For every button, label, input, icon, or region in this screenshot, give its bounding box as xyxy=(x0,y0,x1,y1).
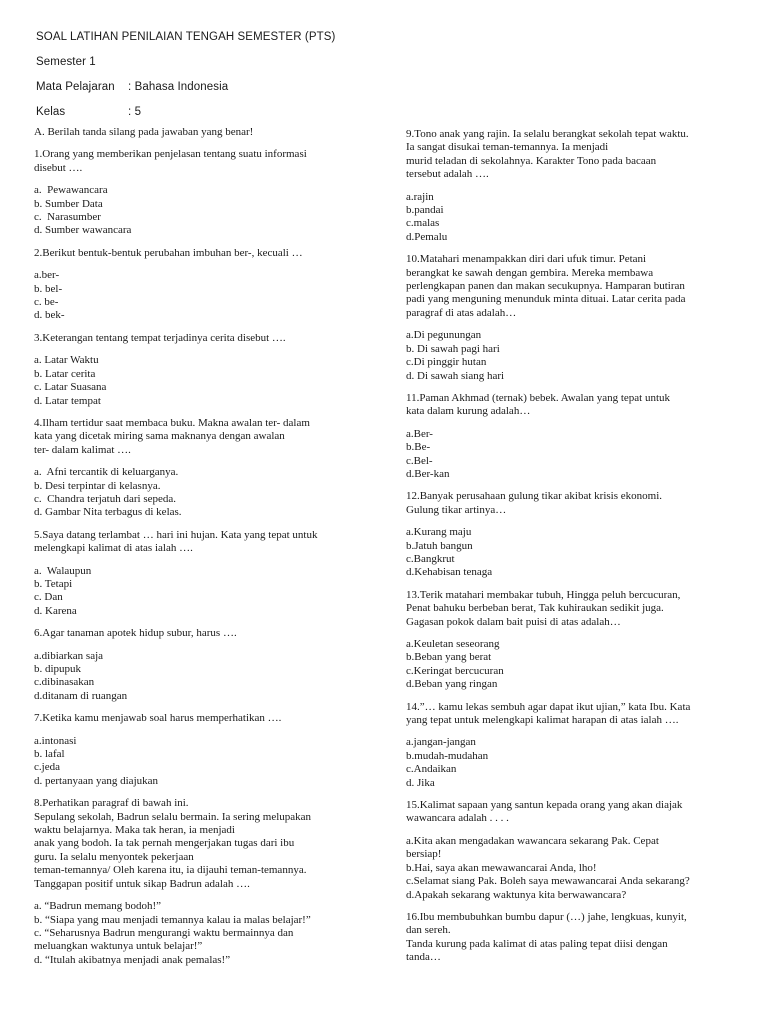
question-13 xyxy=(406,589,746,629)
answer-option[interactable]: c.malas xyxy=(406,217,440,230)
question-text-line: kata yang dicetak miring sama maknanya dengan awalan xyxy=(34,430,285,443)
answer-option[interactable]: d. pertanyaan yang diajukan xyxy=(34,774,159,787)
answer-options xyxy=(34,650,364,704)
question-text-line: 4.Ilham tertidur saat membaca buku. Makna awalan ter- dalam xyxy=(34,416,310,429)
question-text-line: 3.Keterangan tentang tempat terjadinya cerita disebut …. xyxy=(34,331,286,344)
question-text-line: Sepulang sekolah, Badrun selalu bermain. Ia sering melupakan xyxy=(34,810,312,823)
question-text-line: 11.Paman Akhmad (ternak) bebek. Awalan yang tepat untuk xyxy=(406,391,671,404)
answer-option[interactable]: a.Di pegunungan xyxy=(406,329,482,342)
answer-option[interactable]: d. Latar tempat xyxy=(34,394,101,407)
question-2 xyxy=(34,247,364,260)
question-text-line: Tanggapan positif untuk sikap Badrun adalah …. xyxy=(34,877,250,890)
answer-option[interactable]: b. Di sawah pagi hari xyxy=(406,342,500,355)
answer-option[interactable]: b. lafal xyxy=(34,748,65,761)
answer-option[interactable]: c.Keringat bercucuran xyxy=(406,664,504,677)
answer-option[interactable]: a.rajin xyxy=(406,190,434,203)
answer-options xyxy=(406,835,746,902)
answer-option[interactable]: c.Di pinggir hutan xyxy=(406,356,487,369)
answer-options xyxy=(34,354,364,408)
answer-option[interactable]: b. dipupuk xyxy=(34,663,82,675)
answer-option[interactable]: a.jangan-jangan xyxy=(406,736,476,749)
answer-options xyxy=(406,526,746,580)
question-text-line: berangkat ke sawah dengan gembira. Mereka membawa xyxy=(406,266,654,279)
question-text-line: 16.Ibu membubuhkan bumbu dapur (…) jahe, lengkuas, kunyit, xyxy=(406,910,687,923)
subject-value: : Bahasa Indonesia xyxy=(128,81,229,93)
question-15 xyxy=(406,799,746,826)
answer-option[interactable]: a. Afni tercantik di keluarganya. xyxy=(34,466,179,479)
question-text-line: 8.Perhatikan paragraf di bawah ini. xyxy=(34,797,189,810)
question-text-line: paragraf di atas adalah… xyxy=(406,306,517,319)
question-text-line: padi yang menguning menunduk minta dituai. Latar cerita pada xyxy=(406,293,686,306)
answer-option[interactable]: d. Gambar Nita terbagus di kelas. xyxy=(34,506,182,519)
answer-option[interactable]: a.ber- xyxy=(34,269,60,282)
left-questions xyxy=(34,148,364,967)
answer-option[interactable]: c. be- xyxy=(34,296,59,309)
question-text-line: kata dalam kurung adalah… xyxy=(406,405,531,418)
question-text-line: anak yang bodoh. Ia tak pernah mengerjakan tugas dari ibu xyxy=(34,837,295,850)
answer-option[interactable]: d. Di sawah siang hari xyxy=(406,369,505,382)
answer-options xyxy=(34,565,364,619)
answer-options xyxy=(406,428,746,482)
answer-option[interactable]: d. Jika xyxy=(406,776,435,789)
answer-option[interactable]: c. Narasumber xyxy=(34,211,101,224)
answer-option[interactable]: b.Be- xyxy=(406,441,431,454)
question-text-line: 9.Tono anak yang rajin. Ia selalu berangkat sekolah tepat waktu. xyxy=(406,128,689,140)
question-text-line: disebut …. xyxy=(34,161,83,174)
answer-option[interactable]: a. “Badrun memang bodoh!” xyxy=(34,900,162,913)
question-text-line: 10.Matahari menampakkan diri dari ufuk timur. Petani xyxy=(406,253,647,266)
answer-option[interactable]: d. Karena xyxy=(34,604,77,617)
answer-option[interactable]: b. bel- xyxy=(34,282,63,295)
answer-option[interactable]: meluangkan waktunya untuk belajar!” xyxy=(34,940,203,953)
answer-options xyxy=(34,269,364,323)
answer-option[interactable]: d.Apakah sekarang waktunya kita berwawancara? xyxy=(406,888,627,901)
question-16 xyxy=(406,911,746,965)
answer-option[interactable]: b. Desi terpintar di kelasnya. xyxy=(34,479,161,492)
question-text-line: Gulung tikar artinya… xyxy=(406,503,507,516)
question-text-line: tersebut adalah …. xyxy=(406,168,489,181)
class-label: Kelas xyxy=(36,106,66,118)
right-column xyxy=(406,128,746,974)
answer-options xyxy=(406,191,746,245)
semester-label: Semester 1 xyxy=(36,56,96,68)
answer-option[interactable]: d. bek- xyxy=(34,309,65,322)
answer-options xyxy=(406,329,746,383)
answer-option[interactable]: a.Kita akan mengadakan wawancara sekarang Pak. Cepat xyxy=(406,834,659,847)
answer-option[interactable]: c. Chandra terjatuh dari sepeda. xyxy=(34,492,177,505)
question-text-line: 7.Ketika kamu menjawab soal harus memperhatikan …. xyxy=(34,712,282,725)
answer-option[interactable]: b.Beban yang berat xyxy=(406,651,492,664)
answer-options xyxy=(34,900,364,967)
class-line xyxy=(36,106,141,118)
answer-option[interactable]: a.Kurang maju xyxy=(406,526,472,539)
question-text-line: yang tepat untuk melengkapi kalimat harapan di atas ialah …. xyxy=(406,714,679,727)
question-text-line: 13.Terik matahari membakar tubuh, Hingga peluh bercucuran, xyxy=(406,588,681,601)
question-text-line: waktu belajarnya. Maka tak heran, ia menjadi xyxy=(34,824,235,837)
instruction: A. Berilah tanda silang pada jawaban yang benar! xyxy=(34,126,254,138)
answer-option[interactable]: c.Selamat siang Pak. Boleh saya mewawancarai Anda sekarang? xyxy=(406,875,690,888)
left-column xyxy=(34,126,364,976)
answer-options xyxy=(34,184,364,238)
question-text-line: Penat bahuku berbeban berat, Tak kuhiraukan sedikit juga. xyxy=(406,602,664,615)
answer-option[interactable]: c.Bangkrut xyxy=(406,552,455,565)
answer-option[interactable]: a. Walaupun xyxy=(34,564,92,577)
answer-option[interactable]: a.intonasi xyxy=(34,734,77,747)
answer-options xyxy=(34,466,364,520)
subject-label: Mata Pelajaran xyxy=(36,81,115,93)
question-text-line: 5.Saya datang terlambat … hari ini hujan. Kata yang tepat untuk xyxy=(34,528,318,541)
answer-option[interactable]: c.jeda xyxy=(34,761,60,774)
answer-option[interactable]: b.Jatuh bangun xyxy=(406,539,473,552)
answer-options xyxy=(34,735,364,789)
question-6 xyxy=(34,627,364,640)
answer-option[interactable]: b.pandai xyxy=(406,204,444,217)
answer-options xyxy=(406,736,746,790)
question-text-line: 15.Kalimat sapaan yang santun kepada orang yang akan diajak xyxy=(406,799,683,812)
answer-option[interactable]: d.Ber-kan xyxy=(406,467,450,480)
answer-option[interactable]: d.Beban yang ringan xyxy=(406,678,498,691)
question-text-line: Gagasan pokok dalam bait puisi di atas adalah… xyxy=(406,615,621,628)
answer-option[interactable]: a.Keuletan seseorang xyxy=(406,638,500,650)
question-text-line: ter- dalam kalimat …. xyxy=(34,443,131,456)
subject-line xyxy=(36,81,228,93)
class-value: : 5 xyxy=(128,106,142,118)
answer-option[interactable]: d.Pemalu xyxy=(406,230,448,243)
question-text-line: 2.Berikut bentuk-bentuk perubahan imbuhan ber-, kecuali … xyxy=(34,246,303,259)
question-text-line: 1.Orang yang memberikan penjelasan tentang suatu informasi xyxy=(34,148,307,161)
question-text-line: tanda… xyxy=(406,951,441,964)
question-text-line: dan sereh. xyxy=(406,924,451,937)
question-text-line: 12.Banyak perusahaan gulung tikar akibat krisis ekonomi. xyxy=(406,490,662,503)
answer-option[interactable]: b. Latar cerita xyxy=(34,367,96,380)
answer-option[interactable]: c.Andaikan xyxy=(406,763,457,776)
question-3 xyxy=(34,332,364,345)
question-5 xyxy=(34,529,364,556)
question-10 xyxy=(406,253,746,320)
answer-option[interactable]: d. Sumber wawancara xyxy=(34,224,132,237)
answer-option[interactable]: a.Ber- xyxy=(406,427,433,440)
answer-option[interactable]: b. Sumber Data xyxy=(34,197,103,210)
answer-options xyxy=(406,638,746,692)
question-text-line: guru. Ia selalu menyontek pekerjaan xyxy=(34,850,194,863)
answer-option[interactable]: c. Dan xyxy=(34,591,63,604)
question-text-line: Ia sangat disukai teman-temannya. Ia menjadi xyxy=(406,141,609,154)
question-text-line: 14.”… kamu lekas sembuh agar dapat ikut ujian,” kata Ibu. Kata xyxy=(406,700,691,713)
answer-option[interactable]: b.Hai, saya akan mewawancarai Anda, lho! xyxy=(406,861,597,874)
answer-option[interactable]: d.ditanam di ruangan xyxy=(34,689,128,702)
question-1 xyxy=(34,148,364,175)
answer-option[interactable]: a. Latar Waktu xyxy=(34,354,99,367)
answer-option[interactable]: b.mudah-mudahan xyxy=(406,749,489,762)
answer-option[interactable]: d.Kehabisan tenaga xyxy=(406,566,493,579)
question-8 xyxy=(34,797,364,891)
answer-option[interactable]: d. “Itulah akibatnya menjadi anak pemalas!” xyxy=(34,953,231,966)
question-text-line: melengkapi kalimat di atas ialah …. xyxy=(34,542,193,555)
question-text-line: murid teladan di sekolahnya. Karakter Tono pada bacaan xyxy=(406,154,657,167)
answer-option[interactable]: bersiap! xyxy=(406,848,442,861)
answer-option[interactable]: c. “Seharusnya Badrun mengurangi waktu bermainnya dan xyxy=(34,926,294,939)
answer-option[interactable]: a. Pewawancara xyxy=(34,184,108,197)
question-7 xyxy=(34,712,364,725)
question-text-line: 6.Agar tanaman apotek hidup subur, harus …. xyxy=(34,627,237,640)
document-title: SOAL LATIHAN PENILAIAN TENGAH SEMESTER (PTS) xyxy=(36,31,336,43)
answer-option[interactable]: c.Bel- xyxy=(406,454,433,467)
question-12 xyxy=(406,490,746,517)
question-9 xyxy=(406,128,746,182)
question-text-line: wawancara adalah . . . . xyxy=(406,812,509,825)
question-4 xyxy=(34,417,364,457)
answer-option[interactable]: a.dibiarkan saja xyxy=(34,649,104,662)
question-text-line: Tanda kurung pada kalimat di atas paling tepat diisi dengan xyxy=(406,937,668,950)
answer-option[interactable]: b. “Siapa yang mau menjadi temannya kalau ia malas belajar!” xyxy=(34,913,311,926)
question-11 xyxy=(406,392,746,419)
right-questions xyxy=(406,128,746,965)
question-text-line: teman-temannya/ Oleh karena itu, ia dijauhi teman-temannya. xyxy=(34,864,307,877)
question-text-line: perlengkapan panen dan makan secukupnya. Hamparan butiran xyxy=(406,280,685,293)
answer-option[interactable]: c. Latar Suasana xyxy=(34,381,107,394)
answer-option[interactable]: b. Tetapi xyxy=(34,577,73,590)
answer-option[interactable]: c.dibinasakan xyxy=(34,676,95,689)
question-14 xyxy=(406,701,746,728)
